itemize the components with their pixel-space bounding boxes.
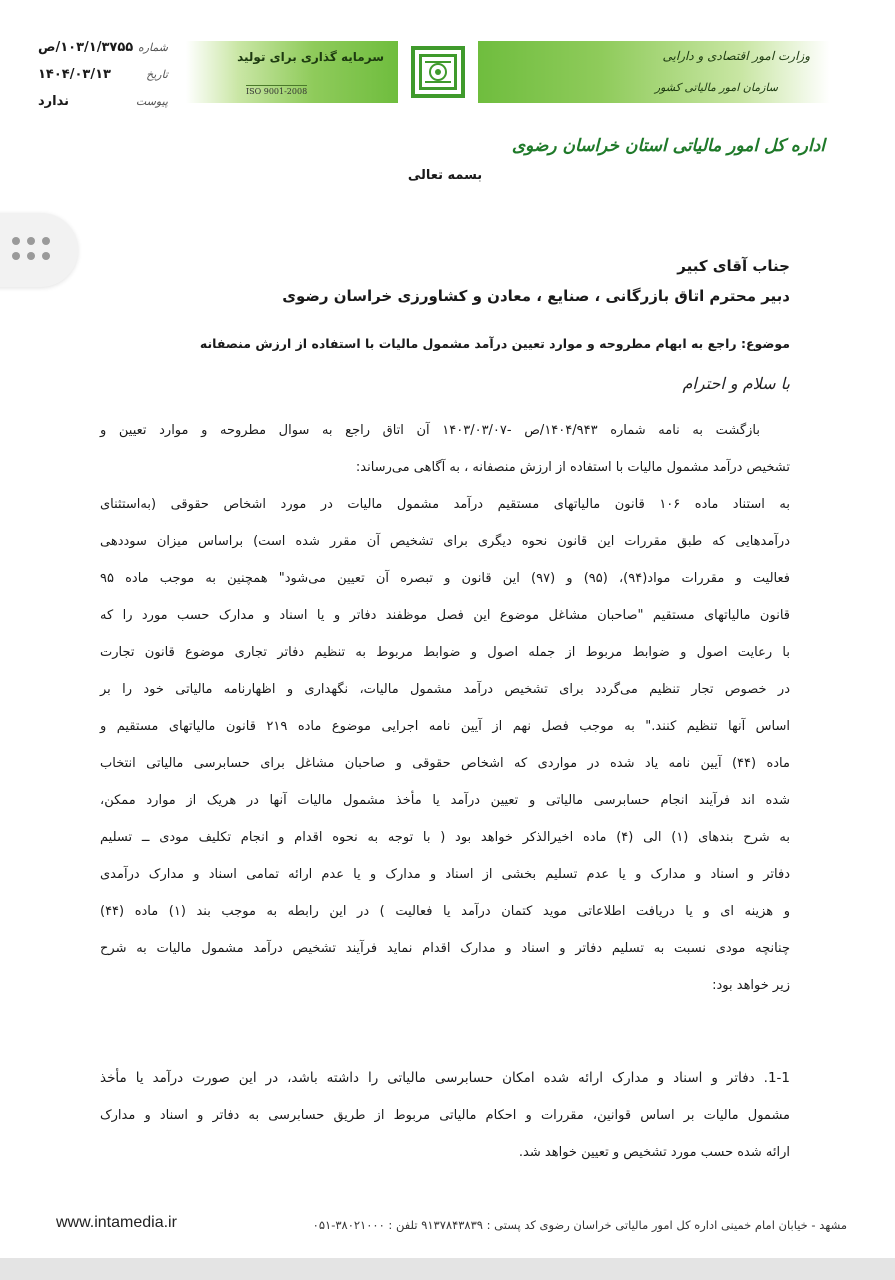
- dot-icon: [42, 237, 50, 245]
- body-line: مشمول مالیات بر اساس قوانین، مقررات و احکام مالیاتی مربوط از طریق حسابرسی به دفاتر و اسناد و مدارک: [100, 1108, 790, 1123]
- footer-website: www.intamedia.ir: [56, 1214, 177, 1231]
- letter-date-row: [38, 61, 168, 88]
- dot-icon: [42, 252, 50, 260]
- footer-address: مشهد - خیابان امام خمینی اداره کل امور مالیاتی خراسان رضوی کد پستی : ۹۱۳۷۸۴۳۸۳۹ تلفن : ۳۸۰۲۱۰۰۰-۰۵۱: [312, 1218, 847, 1232]
- basmala: بسمه تعالی: [407, 168, 483, 183]
- office-title: اداره کل امور مالیاتی استان خراسان رضوی: [511, 136, 825, 156]
- body-paragraph-intro: [100, 412, 790, 486]
- body-line: شده اند فرآیند انجام حسابرسی مالیاتی و تعیین درآمد یا مأخذ مشمول مالیات آنها در هریک از موارد ممکن،: [100, 793, 790, 808]
- body-item-1-1: [100, 1060, 790, 1171]
- body-line: تشخیص درآمد مشمول مالیات با استفاده از ارزش منصفانه ، به آگاهی می‌رساند:: [355, 460, 790, 475]
- letter-meta: [38, 34, 168, 115]
- organization-name: سازمان امور مالیاتی کشور: [654, 81, 778, 94]
- letter-number-row: [38, 34, 168, 61]
- dots-grid-icon: [12, 237, 54, 263]
- more-options-button[interactable]: [0, 213, 78, 287]
- letter-date: ۱۴۰۴/۰۳/۱۳: [38, 67, 111, 82]
- greeting: با سلام و احترام: [682, 374, 790, 393]
- subject-line: موضوع: راجع به ابهام مطروحه و موارد تعیین درآمد مشمول مالیات با استفاده از ارزش منصفانه: [199, 336, 790, 351]
- slogan: سرمایه گذاری برای تولید: [237, 50, 384, 64]
- body-line: دفاتر و اسناد و مدارک و یا عدم تسلیم بخشی از اسناد و مدارک و یا عدم ارائه تمامی اسناد و مدارک درآمدی: [100, 867, 790, 882]
- body-line: زیر خواهد بود:: [712, 978, 790, 993]
- body-line: قانون مالیاتهای مستقیم "صاحبان مشاغل موضوع این فصل موظفند دفاتر و یا اسناد و مدارک حسب مورد را که: [100, 608, 790, 623]
- body-line: اساس آنها تنظیم کنند." به موجب فصل نهم از آیین نامه اجرایی موضوع ماده ۲۱۹ قانون مالیاتهای مستقیم و: [100, 719, 790, 734]
- body-line: ماده (۴۴) آیین نامه یاد شده در مواردی که اشخاص حقوقی و صاحبان مشاغل برای حسابرسی مالیاتی انتخاب: [100, 756, 790, 771]
- dot-icon: [12, 237, 20, 245]
- body-line: به استناد ماده ۱۰۶ قانون مالیاتهای مستقیم درآمد مشمول مالیات در مورد اشخاص حقوقی (به‌استثنای: [100, 497, 790, 512]
- header-band-left: [186, 41, 398, 103]
- body-line: بازگشت به نامه شماره ۱۴۰۴/۹۴۳/ص -۱۴۰۳/۰۳/۰۷ آن اتاق راجع به سوال مطروحه و موارد تعیین و: [100, 423, 760, 438]
- body-line: به شرح بندهای (۱) الی (۴) ماده اخیرالذکر خواهد بود ( با توجه به نحوه اقدام و انجام تکلیف مودی ــ تسلیم: [100, 830, 790, 845]
- letter-number-label: شماره: [137, 41, 168, 54]
- body-line: فعالیت و مقررات مواد(۹۴)، (۹۵) و (۹۷) این قانون و تبصره آن تعیین می‌شود" همچنین به موجب ماده ۹۵: [100, 571, 790, 586]
- body-line: درآمدهایی که طبق مقررات این قانون نحوه دیگری برای تشخیص آن مقرر شده است) براساس میزان سوددهی: [100, 534, 790, 549]
- recipient-name: جناب آقای کبیر: [677, 257, 790, 275]
- body-line: ارائه شده حسب مورد تشخیص و تعیین خواهد شد.: [518, 1145, 790, 1160]
- tax-organization-logo: [399, 38, 477, 106]
- attachment-value: ندارد: [38, 94, 70, 109]
- attachment-label: پیوست: [135, 95, 168, 108]
- dot-icon: [27, 237, 35, 245]
- iso-label: ISO 9001-2008: [246, 87, 308, 96]
- body-line: 1-1. دفاتر و اسناد و مدارک ارائه شده امکان حسابرسی مالیاتی را داشته باشد، در این صورت درآمد یا مأخذ: [100, 1070, 790, 1086]
- ministry-name: وزارت امور اقتصادی و دارایی: [662, 49, 810, 63]
- body-line: چنانچه مودی نسبت به تسلیم دفاتر و اسناد و مدارک اقدام نماید فرآیند تشخیص درآمد مشمول مالیات به شرح: [100, 941, 790, 956]
- body-paragraph-main: [100, 486, 790, 1004]
- body-line: در خصوص تجار تنظیم می‌گردد برای تشخیص درآمد مشمول مالیات، نگهداری و اظهارنامه مالیاتی خود را بر: [100, 682, 790, 697]
- dot-icon: [27, 252, 35, 260]
- letter-date-label: تاریخ: [146, 68, 168, 81]
- dot-icon: [12, 252, 20, 260]
- body-line: و هزینه ای و یا دریافت اطلاعاتی موید کتمان درآمد یا فعالیت ) در این رابطه به موجب بند (۱) ماده (۴۴): [100, 904, 790, 919]
- letter-number: ۱۰۳/۱/۳۷۵۵/ص: [38, 40, 134, 55]
- body-line: با رعایت اصول و ضوابط مربوط از جمله اصول و ضوابط مربوط به تنظیم دفاتر تجاری موضوع قانون تجارت: [100, 645, 790, 660]
- header-band-right: [478, 41, 830, 103]
- attachment-row: [38, 88, 168, 115]
- bottom-strip: [0, 1258, 895, 1280]
- recipient-title: دبیر محترم اتاق بازرگانی ، صنایع ، معادن و کشاورزی خراسان رضوی: [282, 287, 790, 305]
